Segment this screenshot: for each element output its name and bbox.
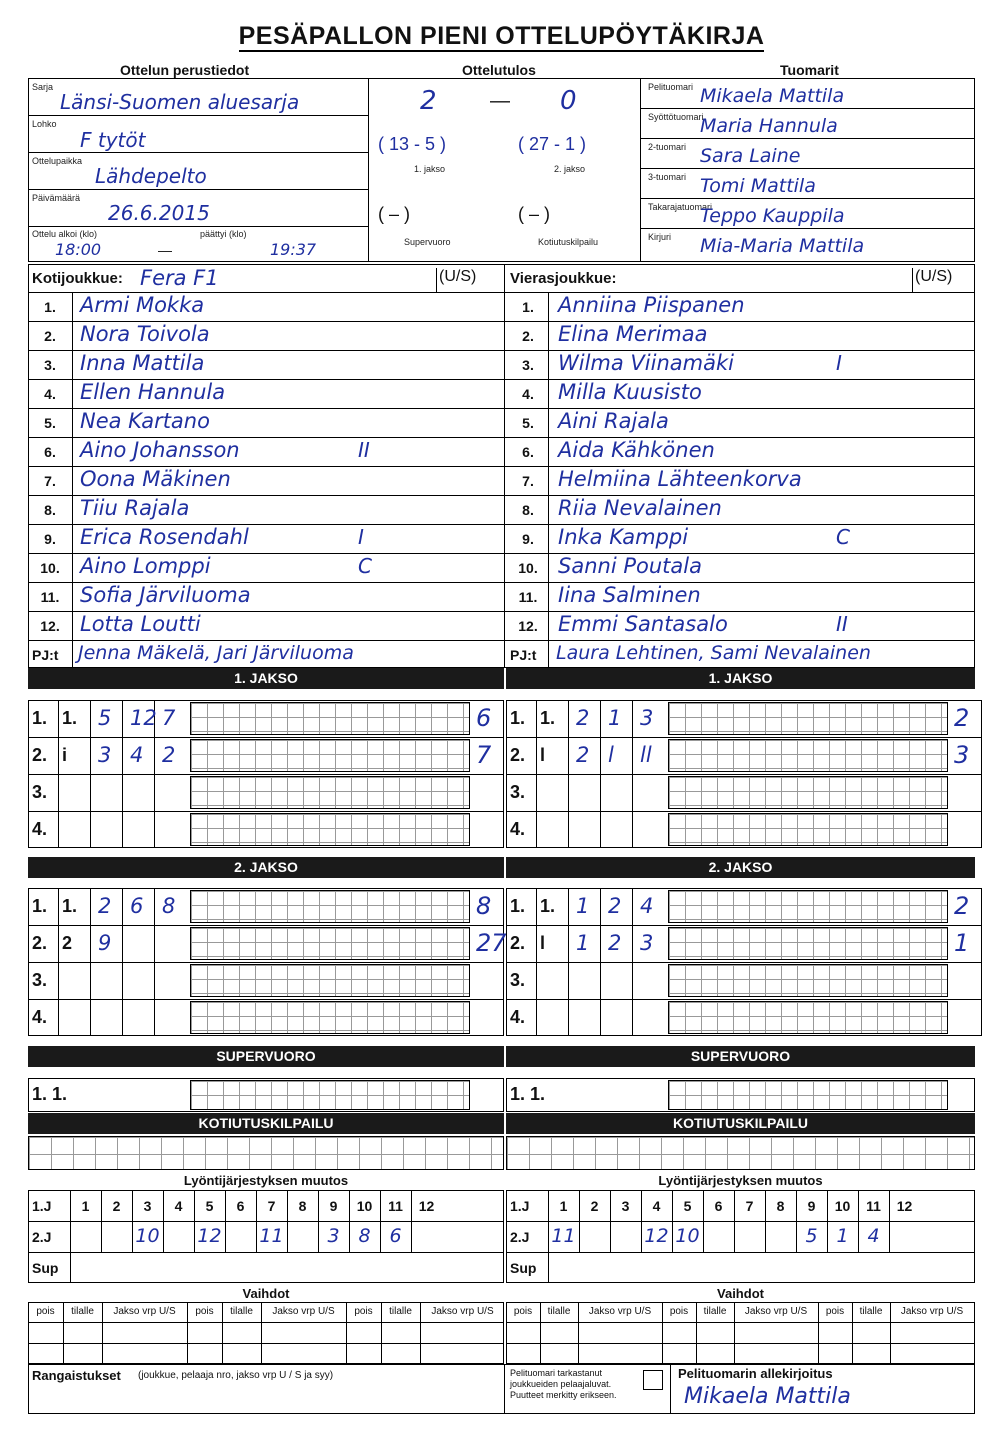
inning-cell: i [62,745,68,765]
player-number: 2. [44,328,56,344]
subs-col-header: pois [513,1306,533,1317]
player-number: 6. [44,444,56,460]
player-number: 7. [44,473,56,489]
player-number: 4. [44,386,56,402]
score-grid [668,813,948,846]
player-mark: I [836,351,842,375]
lineup-number: 9 [329,1198,338,1214]
subs-col-header: Jakso vrp U/S [113,1306,176,1317]
subs-col-header: Jakso vrp U/S [744,1306,808,1317]
inning-row-label: 1. [32,708,48,728]
player-name: Emmi Santasalo [558,612,728,636]
result-super: ( – ) [378,204,411,224]
inning-score: 3 [954,741,970,769]
home-team-name: Fera F1 [140,266,219,290]
lineup-change: 12 [197,1225,222,1247]
result-j2-label: 2. jakso [554,164,586,174]
subs-col-header: tilalle [859,1306,883,1317]
player-name: Helmiina Lähteenkorva [558,467,802,491]
inning-cell: 1. [540,896,556,916]
player-number: 1. [44,299,56,315]
sarja-value: Länsi-Suomen aluesarja [60,90,300,114]
player-name: Sofia Järviluoma [80,583,251,607]
lineup-title: Lyöntijärjestyksen muutos [183,1173,349,1188]
inning-score: 2 [954,892,970,920]
inning-score: 8 [476,892,492,920]
score-grid [190,776,470,809]
player-name: Aino Johansson [80,438,240,462]
lineup-number: 12 [896,1198,913,1214]
inning-score: 7 [476,741,492,769]
player-name: Wilma Viinamäki [558,351,734,375]
pj-label: PJ:t [32,647,59,663]
player-name: Iina Salminen [558,583,701,607]
score-grid [668,739,948,772]
inning-row-label: 1. [510,896,526,916]
player-mark: C [358,554,372,578]
score-grid [190,813,470,846]
score-grid [190,702,470,735]
lineup-number: 1 [81,1198,90,1214]
sarja-label: Sarja [32,82,54,92]
inning-row-label: 1. [32,896,48,916]
referee-role: 2-tuomari [648,142,687,152]
referee-name: Teppo Kauppila [700,205,845,227]
score-grid [668,702,948,735]
super-row-label: 1. 1. [32,1084,68,1104]
inning-cell: 1 [608,706,622,730]
check-note: Pelituomari tarkastanut joukkueiden pelaajaluvat. Puutteet merkitty erikseen. [510,1368,617,1400]
lineup-number: 6 [236,1198,245,1214]
player-name: Sanni Poutala [558,554,702,578]
referee-name: Sara Laine [700,145,801,167]
pj-names: Jenna Mäkelä, Jari Järviluoma [78,642,354,664]
referee-name: Tomi Mattila [700,175,816,197]
kotiutus-grid [506,1136,975,1170]
subs-col-header: tilalle [230,1306,253,1317]
lineup-number: 1 [559,1198,568,1214]
player-number: 12. [518,618,538,634]
player-name: Tiiu Rajala [80,496,190,520]
subs-title: Vaihdot [242,1286,290,1301]
subs-col-header: tilalle [547,1306,571,1317]
alkoi-label: Ottelu alkoi (klo) [32,229,98,239]
player-name: Aino Lomppi [80,554,211,578]
lineup-number: 6 [714,1198,723,1214]
lineup-number: 4 [174,1198,183,1214]
player-name: Aini Rajala [558,409,669,433]
pvm-value: 26.6.2015 [108,201,210,225]
inning-cell: 5 [98,706,112,730]
lineup-number: 4 [652,1198,661,1214]
player-name: Nea Kartano [80,409,210,433]
inning-cell: 3 [640,931,654,955]
subs-col-header: Jakso vrp U/S [431,1306,494,1317]
lohko-value: F tytöt [80,128,146,152]
lineup-title: Lyöntijärjestyksen muutos [658,1173,823,1188]
inning-cell: 2 [608,894,622,918]
player-mark: II [836,612,848,636]
super-bar-home: SUPERVUORO [28,1046,504,1067]
kotiutus-bar-home: KOTIUTUSKILPAILU [28,1113,504,1134]
player-number: 10. [518,560,538,576]
subs-col-header: pois [825,1306,845,1317]
player-number: 6. [522,444,534,460]
lohko-label: Lohko [32,119,57,129]
lineup-change: 6 [389,1225,402,1247]
referee-role: 3-tuomari [648,172,687,182]
player-mark: II [358,438,370,462]
player-name: Ellen Hannula [80,380,226,404]
lineup-row-label: Sup [510,1260,537,1276]
inning-cell: l [608,743,614,767]
lineup-number: 3 [621,1198,630,1214]
inning-cell: 2 [576,706,590,730]
inning-cell: 2 [62,933,73,953]
inning-row-label: 3. [32,970,48,990]
score-grid [668,776,948,809]
referee-role: Pelituomari [648,82,694,92]
subs-title: Vaihdot [717,1286,764,1301]
player-name: Milla Kuusisto [558,380,702,404]
lineup-row-label: Sup [32,1260,59,1276]
lineup-change: 3 [327,1225,340,1247]
paikka-label: Ottelupaikka [32,156,83,166]
result-dash: — [490,90,510,112]
player-number: 9. [44,531,56,547]
period1-bar-home: 1. JAKSO [28,668,504,689]
score-grid [190,890,470,923]
inning-cell: 2 [98,894,112,918]
player-number: 10. [40,560,60,576]
player-number: 5. [522,415,534,431]
lineup-number: 11 [388,1198,403,1214]
player-number: 3. [44,357,56,373]
lineup-change: 10 [675,1225,700,1247]
player-number: 5. [44,415,56,431]
pj-label: PJ:t [510,647,537,663]
inning-row-label: 3. [510,970,526,990]
player-number: 11. [40,589,60,605]
lineup-change: 1 [836,1225,849,1247]
result-super-label: Supervuoro [404,237,451,247]
lineup-number: 8 [298,1198,307,1214]
lineup-change: 4 [867,1225,880,1247]
player-number: 7. [522,473,534,489]
inning-cell: l [540,933,546,953]
subs-col-header: tilalle [71,1306,94,1317]
result-header: Ottelutulos [462,62,536,78]
inning-cell: 2 [162,743,176,767]
inning-cell: l [540,745,546,765]
inning-cell: 1. [540,708,556,728]
player-name: Inka Kamppi [558,525,689,549]
lineup-row-label: 1.J [510,1198,530,1214]
score-grid [668,964,948,997]
lineup-row-label: 2.J [32,1229,52,1245]
player-mark: C [836,525,850,549]
player-number: 2. [522,328,534,344]
score-grid [190,927,470,960]
player-name: Armi Mokka [80,293,205,317]
result-j2: ( 27 - 1 ) [518,134,587,154]
home-team-label: Kotijoukkue: [32,270,123,287]
player-number: 4. [522,386,534,402]
player-name: Nora Toivola [80,322,210,346]
lineup-number: 3 [143,1198,152,1214]
inning-cell: 1 [576,931,590,955]
referees-header: Tuomarit [780,62,839,78]
result-j1: ( 13 - 5 ) [378,134,447,154]
inning-row-label: 4. [510,1007,526,1027]
inning-row-label: 4. [32,1007,48,1027]
inning-row-label: 2. [510,745,526,765]
paattyi-value: 19:37 [270,240,317,259]
basic-info-header: Ottelun perustiedot [120,62,250,78]
inning-cell: 8 [162,894,176,918]
lineup-number: 12 [418,1198,435,1214]
subs-col-header: pois [36,1306,55,1317]
super-row-label: 1. 1. [510,1084,546,1104]
inning-cell: 1 [576,894,590,918]
player-name: Anniina Piispanen [558,293,745,317]
inning-cell: 3 [640,706,654,730]
subs-col-header: Jakso vrp U/S [900,1306,964,1317]
score-grid [190,1001,470,1034]
referee-role: Syöttötuomari [648,112,704,122]
inning-row-label: 4. [510,819,526,839]
lineup-number: 8 [776,1198,785,1214]
inning-row-label: 3. [510,782,526,802]
referee-role: Kirjuri [648,232,672,242]
home-us: (U/S) [436,268,504,292]
score-grid [668,1001,948,1034]
kotiutus-grid [28,1136,504,1170]
alkoi-value: 18:00 [55,240,102,259]
lineup-change: 12 [644,1225,669,1247]
referee-name: Mia-Maria Mattila [700,235,865,257]
inning-score: 27 [476,929,507,957]
inning-row-label: 3. [32,782,48,802]
subs-col-header: pois [669,1306,689,1317]
subs-col-header: Jakso vrp U/S [588,1306,652,1317]
player-number: 11. [518,589,538,605]
period1-bar-away: 1. JAKSO [506,668,975,689]
page-title: PESÄPALLON PIENI OTTELUPÖYTÄKIRJA [238,22,765,50]
lineup-number: 7 [745,1198,754,1214]
result-home: 2 [420,86,437,116]
score-grid [668,927,948,960]
lineup-number: 2 [590,1198,599,1214]
player-name: Erica Rosendahl [80,525,249,549]
inning-score: 6 [476,704,492,732]
inning-score: 2 [954,704,970,732]
super-bar-away: SUPERVUORO [506,1046,975,1067]
player-number: 12. [40,618,60,634]
inning-cell: 1. [62,708,78,728]
subs-col-header: pois [354,1306,373,1317]
score-grid [668,890,948,923]
paikka-value: Lähdepelto [95,164,207,188]
away-team-label: Vierasjoukkue: [510,270,617,287]
period2-bar-away: 2. JAKSO [506,857,975,878]
pvm-label: Päivämäärä [32,193,81,203]
inning-cell: ll [640,743,652,767]
lineup-number: 2 [112,1198,121,1214]
player-name: Lotta Loutti [80,612,201,636]
inning-cell: 4 [130,743,144,767]
subs-col-header: Jakso vrp U/S [272,1306,335,1317]
signature-label: Pelituomarin allekirjoitus [678,1366,833,1381]
inning-cell: 12 [130,706,157,730]
pj-names: Laura Lehtinen, Sami Nevalainen [556,642,871,664]
player-name: Inna Mattila [80,351,205,375]
player-number: 8. [44,502,56,518]
away-us: (U/S) [912,268,974,292]
lineup-number: 10 [356,1198,373,1214]
lineup-number: 5 [683,1198,692,1214]
score-grid [190,739,470,772]
referee-role: Takarajatuomari [648,202,713,212]
player-name: Aida Kähkönen [558,438,715,462]
subs-col-header: pois [195,1306,214,1317]
player-number: 9. [522,531,534,547]
kotiutus-bar-away: KOTIUTUSKILPAILU [506,1113,975,1134]
period2-bar-home: 2. JAKSO [28,857,504,878]
result-kotiutus-label: Kotiutuskilpailu [538,237,599,247]
inning-row-label: 4. [32,819,48,839]
result-kotiutus: ( – ) [518,204,551,224]
lineup-number: 10 [834,1198,851,1214]
inning-cell: 2 [608,931,622,955]
score-grid [668,1080,948,1110]
penalties-hint: (joukkue, pelaaja nro, jakso vrp U / S ja syy) [138,1370,334,1381]
player-name: Oona Mäkinen [80,467,231,491]
inning-score: 1 [954,929,970,957]
lineup-change: 11 [551,1225,576,1247]
subs-col-header: tilalle [703,1306,727,1317]
player-number: 1. [522,299,534,315]
inning-cell: 2 [576,743,590,767]
check-box[interactable] [643,1370,663,1390]
lineup-change: 5 [805,1225,818,1247]
inning-row-label: 2. [32,745,48,765]
lineup-change: 10 [135,1225,160,1247]
subs-col-header: tilalle [389,1306,412,1317]
result-away: 0 [560,86,577,116]
inning-row-label: 2. [32,933,48,953]
inning-cell: 1. [62,896,78,916]
score-grid [190,964,470,997]
lineup-number: 9 [807,1198,816,1214]
inning-row-label: 2. [510,933,526,953]
inning-cell: 4 [640,894,654,918]
lineup-number: 7 [267,1198,276,1214]
player-name: Elina Merimaa [558,322,708,346]
inning-cell: 7 [162,706,176,730]
lineup-number: 11 [866,1198,881,1214]
inning-cell: 6 [130,894,144,918]
signature: Mikaela Mattila [684,1384,851,1409]
player-number: 8. [522,502,534,518]
paattyi-label: päättyi (klo) [200,229,247,239]
lineup-change: 11 [259,1225,284,1247]
player-name: Riia Nevalainen [558,496,722,520]
inning-row-label: 1. [510,708,526,728]
result-j1-label: 1. jakso [414,164,446,174]
referee-name: Mikaela Mattila [700,85,845,107]
player-mark: I [358,525,364,549]
lineup-row-label: 1.J [32,1198,52,1214]
inning-cell: 9 [98,931,112,955]
player-number: 3. [522,357,534,373]
lineup-change: 8 [358,1225,371,1247]
referee-name: Maria Hannula [700,115,838,137]
score-grid [190,1080,470,1110]
inning-cell: 3 [98,743,112,767]
penalties-label: Rangaistukset [32,1368,121,1383]
lineup-number: 5 [205,1198,214,1214]
lineup-row-label: 2.J [510,1229,530,1245]
